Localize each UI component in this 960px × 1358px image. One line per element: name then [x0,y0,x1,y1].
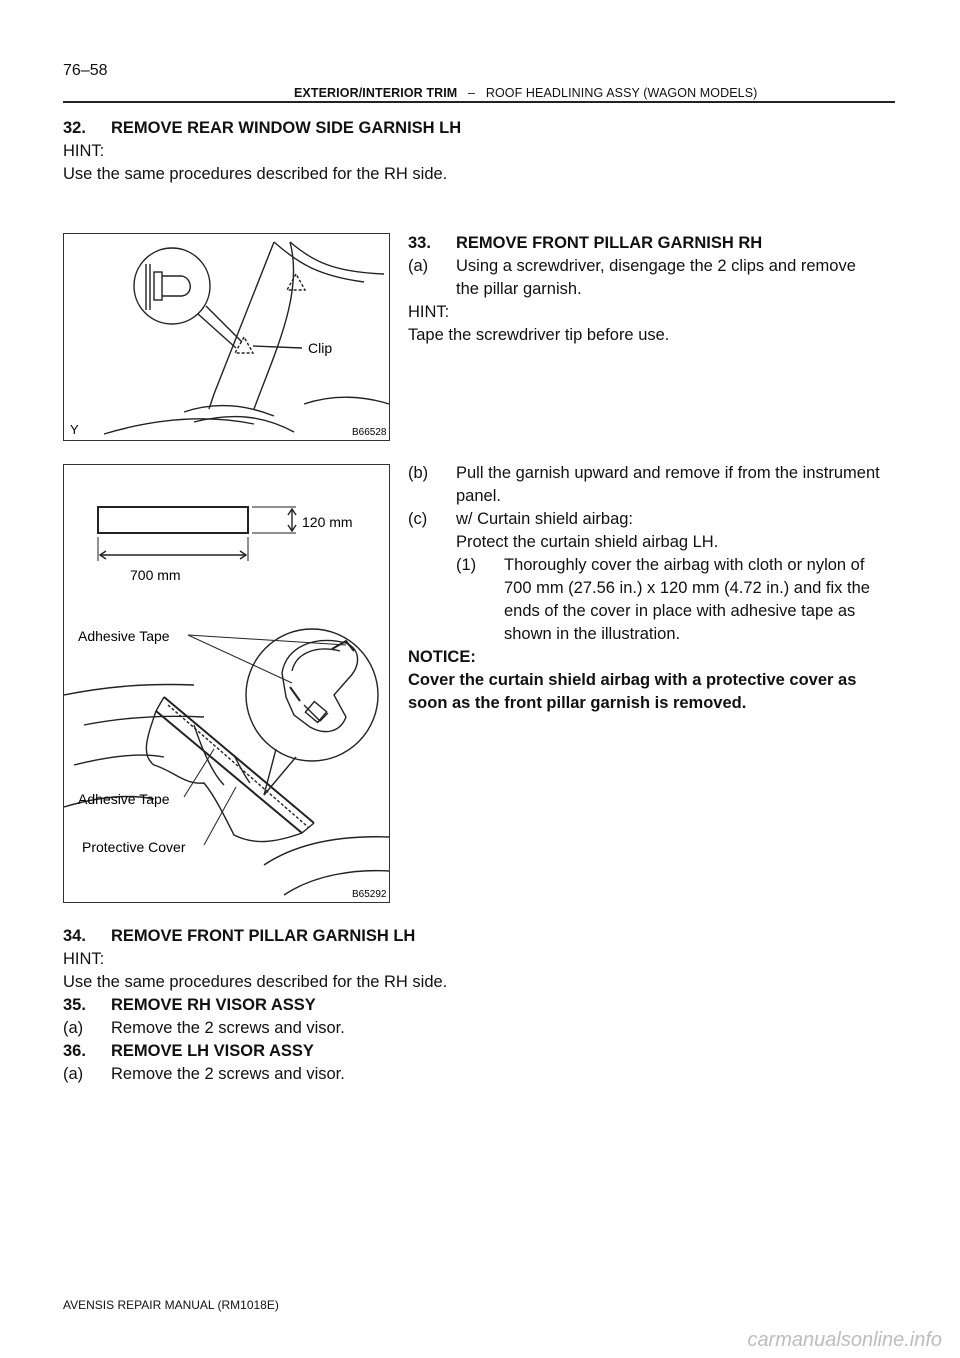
step-33c1-text-1: Thoroughly cover the airbag with cloth or nylon of [504,556,865,574]
figure-2-label-tape-bottom: Adhesive Tape [78,791,170,807]
step-32-title: REMOVE REAR WINDOW SIDE GARNISH LH [111,119,462,137]
figure-protective-cover [63,464,390,903]
figure-2-dim-width: 700 mm [130,567,181,583]
step-34-heading [63,925,415,948]
step-33b-line-1 [408,462,880,485]
figure-2-label-cover: Protective Cover [82,839,186,855]
step-36-title: REMOVE LH VISOR ASSY [111,1042,314,1060]
step-33-number: 33. [408,234,431,252]
figure-1-clip-label: Clip [308,340,333,356]
step-35a-text: Remove the 2 screws and visor. [111,1019,345,1037]
step-36-number: 36. [63,1042,86,1060]
step-33-hint-label: HINT: [408,303,450,321]
step-33-title: REMOVE FRONT PILLAR GARNISH RH [456,234,763,252]
step-32-heading [63,117,461,140]
figure-2-illustration [64,465,389,902]
step-35-title: REMOVE RH VISOR ASSY [111,996,316,1014]
step-32-number: 32. [63,119,86,137]
step-33c-label: (c) [408,510,428,528]
step-33c1-line-3: ends of the cover in place with adhesive tape as [504,602,856,620]
watermark: carmanualsonline.info [747,1329,942,1351]
figure-2-label-tape-top: Adhesive Tape [78,628,170,644]
notice-line-2: soon as the front pillar garnish is removed. [408,694,747,712]
step-35-heading [63,994,316,1017]
step-36a-text: Remove the 2 screws and visor. [111,1065,345,1083]
step-33b-line-2: panel. [456,487,501,505]
step-34-hint-label: HINT: [63,950,105,968]
figure-1-illustration [64,234,389,440]
step-33b-text-1: Pull the garnish upward and remove if from the instrument [456,464,880,482]
step-35a-label: (a) [63,1019,84,1037]
step-36a-label: (a) [63,1065,84,1083]
step-33-heading [408,232,762,255]
notice-line-1: Cover the curtain shield airbag with a protective cover as [408,671,857,689]
page-number: 76–58 [63,62,108,79]
step-33c1-label: (1) [456,556,477,574]
figure-front-pillar-clip [63,233,390,441]
step-33a-line-1 [408,255,856,278]
step-34-number: 34. [63,927,86,945]
figure-2-dim-height: 120 mm [302,514,353,530]
step-32-hint-text: Use the same procedures described for the RH side. [63,165,448,183]
step-33-hint-text: Tape the screwdriver tip before use. [408,326,670,344]
header-separator: – [468,86,476,100]
step-35a [63,1017,345,1040]
step-33b-label: (b) [408,464,429,482]
step-33c1-line-1 [456,554,864,577]
step-36a [63,1063,345,1086]
step-33a-line-2: the pillar garnish. [456,280,582,298]
step-33c-text-1: w/ Curtain shield airbag: [456,510,634,528]
page-footer: AVENSIS REPAIR MANUAL (RM1018E) [63,1298,279,1312]
step-34-title: REMOVE FRONT PILLAR GARNISH LH [111,927,416,945]
header-section: EXTERIOR/INTERIOR TRIM [294,86,458,100]
step-33a-label: (a) [408,257,429,275]
notice-label: NOTICE: [408,648,476,666]
step-36-heading [63,1040,314,1063]
step-32-hint-label: HINT: [63,142,105,160]
figure-1-corner-mark: Y [70,422,79,437]
step-33c1-line-2: 700 mm (27.56 in.) x 120 mm (4.72 in.) and fix the [504,579,870,597]
step-33c-line-2: Protect the curtain shield airbag LH. [456,533,719,551]
step-33c1-line-4: shown in the illustration. [504,625,681,643]
step-33a-text-1: Using a screwdriver, disengage the 2 clips and remove [456,257,856,275]
step-34-hint-text: Use the same procedures described for the RH side. [63,973,448,991]
figure-1-code: B66528 [352,427,387,438]
figure-2-code: B65292 [352,889,387,900]
header-subsection: ROOF HEADLINING ASSY (WAGON MODELS) [485,86,758,100]
running-header [294,86,757,100]
header-rule [63,101,895,103]
step-35-number: 35. [63,996,86,1014]
step-33c-line-1 [408,508,633,531]
